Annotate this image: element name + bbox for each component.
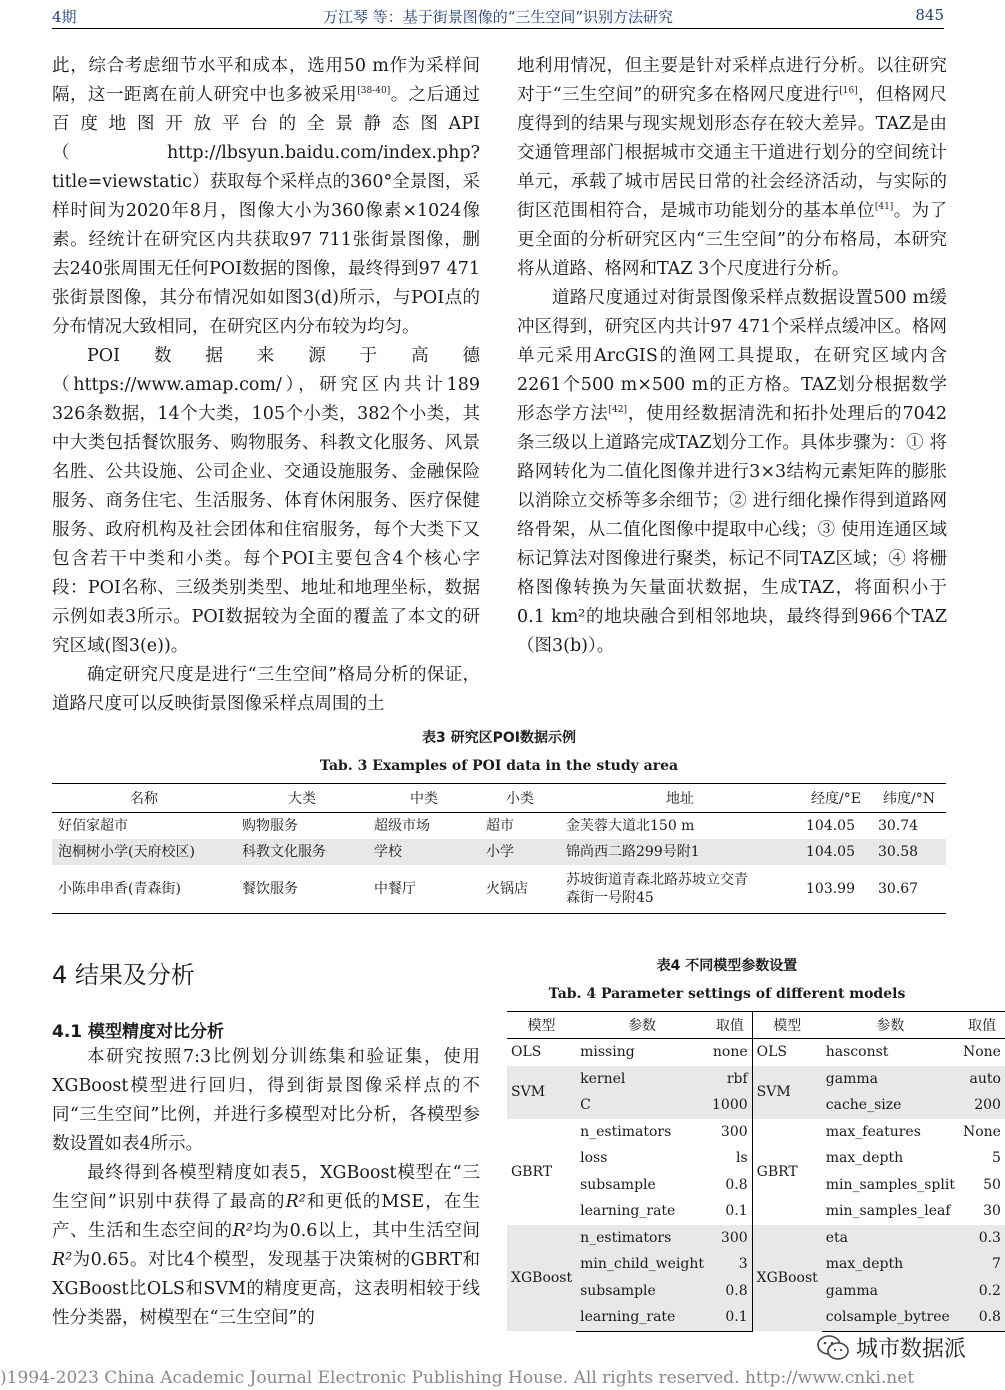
table-row: OLS missing none OLS hasconst None <box>507 1039 1005 1066</box>
table-header-cell: 取值 <box>959 1012 1005 1039</box>
table3 <box>52 783 946 914</box>
table-header-cell: 大类 <box>236 784 368 813</box>
paragraph: 确定研究尺度是进行“三生空间”格局分析的保证，道路尺度可以反映街景图像采样点周围的土 <box>52 665 480 714</box>
table-row: 小陈串串香(青森街) 餐饮服务 中餐厅 火锅店 苏坡街道青森北路苏坡立交青森街一号附45 103.99 30.67 <box>52 865 946 914</box>
table-header-cell: 小类 <box>480 784 560 813</box>
table4 <box>507 1011 1005 1332</box>
table-row: 泡桐树小学(天府校区) 科教文化服务 学校 小学 锦尚西二路299号附1 104.05 30.58 <box>52 839 946 865</box>
paragraph: 道路尺度通过对街景图像采样点数据设置500 m缓冲区得到，研究区内共计97 471个采样点缓冲区。格网单元采用ArcGIS的渔网工具提取，在研究区域内含2261个500 m×500 m的正方格。TAZ划分根据数学形态学方法[42]，使用经数据清洗和拓扑处理后的7042条三级以上道路完成TAZ划分工作。具体步骤为：① 将路网转化为二值化图像并进行3×3结构元素矩阵的膨胀以消除立交桥等多余细节；② 进行细化操作得到道路网络骨架，从二值化图像中提取中心线；③ 使用连通区域标记算法对图像进行聚类，标记不同TAZ区域；④ 将栅格图像转换为矢量面状数据，生成TAZ，将面积小于0.1 km²的地块融合到相邻地块，最终得到966个TAZ（图3(b)）。 <box>517 288 947 656</box>
table-header-cell: 名称 <box>52 784 236 813</box>
table-row: SVM kernel rbf SVM gamma auto <box>507 1066 1005 1093</box>
page-number: 845 <box>915 6 944 24</box>
table-header-cell: 取值 <box>708 1012 752 1039</box>
paragraph: POI数据来源于高德（https://www.amap.com/），研究区内共计189 326条数据，14个大类，105个小类，382个小类，其中大类包括餐饮服务、购物服务、科教文化服务、风景名胜、公共设施、公司企业、交通设施服务、金融保险服务、商务住宅、生活服务、体育休闲服务、医疗保健服务、政府机构及社会团体和住宿服务，每个大类下又包含若干中类和小类。每个POI主要包含4个核心字段：POI名称、三级类别类型、地址和地理坐标，数据示例如表3所示。POI数据较为全面的覆盖了本文的研究区域(图3(e))。 <box>52 346 480 656</box>
table-row: min_child_weight 3 max_depth 7 <box>507 1251 1005 1278</box>
table-header-cell: 中类 <box>368 784 480 813</box>
issue-number: 4期 <box>52 8 77 26</box>
right-column-top <box>517 52 947 661</box>
table-row: loss ls max_depth 5 <box>507 1145 1005 1172</box>
table-row: subsample 0.8 gamma 0.2 <box>507 1278 1005 1305</box>
table-row: C 1000 cache_size 200 <box>507 1092 1005 1119</box>
table-row: XGBoost n_estimators 300 XGBoost eta 0.3 <box>507 1225 1005 1252</box>
paragraph: 本研究按照7:3比例划分训练集和验证集，使用XGBoost模型进行回归，得到街景图像采样点的不同“三生空间”比例，并进行多模型对比分析，各模型参数设置如表4所示。 <box>52 1047 480 1154</box>
paragraph: 此，综合考虑细节水平和成本，选用50 m作为采样间隔，这一距离在前人研究中也多被采用[38-40]。之后通过百度地图开放平台的全景静态图API（http://lbsyun.baidu.com/index.php?title=viewstatic）获取每个采样点的360°全景图，采样时间为2020年8月，图像大小为360像素×1024像素。经统计在研究区内共获取97 711张街景图像，删去240张周围无任何POI数据的图像，最终得到97 471张街景图像，其分布情况如如图3(d)所示，与POI点的分布情况大致相同，在研究区内分布较为均匀。 <box>52 56 481 337</box>
table-header-cell: 经度/°E <box>800 784 872 813</box>
left-column-bottom <box>52 1043 480 1333</box>
table-header-cell: 参数 <box>822 1012 959 1039</box>
table-header-cell: 参数 <box>576 1012 708 1039</box>
table-row: 好佰家超市 购物服务 超级市场 超市 金芙蓉大道北150 m 104.05 30.74 <box>52 813 946 840</box>
paragraph: 地利用情况，但主要是针对采样点进行分析。以往研究对于“三生空间”的研究多在格网尺度进行[16]，但格网尺度得到的结果与现实规划形态存在较大差异。TAZ是由交通管理部门根据城市交通主干道进行划分的空间统计单元，承载了城市居民日常的社会经济活动，与实际的街区范围相符合，是城市功能划分的基本单位[41]。为了更全面的分析研究区内“三生空间”的分布格局，本研究将从道路、格网和TAZ 3个尺度进行分析。 <box>517 56 948 279</box>
table-row: learning_rate 0.1 min_samples_leaf 30 <box>507 1198 1005 1225</box>
citation: [16] <box>839 86 858 97</box>
running-header <box>52 2 944 29</box>
citation: [42] <box>608 405 628 416</box>
paragraph: 最终得到各模型精度如表5，XGBoost模型在“三生空间”识别中获得了最高的R²和更低的MSE，在生产、生活和生态空间的R²均为0.6以上，其中生活空间R²为0.65。对比4个模型，发现基于决策树的GBRT和XGBoost比OLS和SVM的精度更高，这表明相较于线性分类器，树模型在“三生空间”的 <box>52 1163 480 1328</box>
table-header-cell: 地址 <box>560 784 800 813</box>
table-row: GBRT n_estimators 300 GBRT max_features None <box>507 1119 1005 1146</box>
table-header-cell: 模型 <box>507 1012 576 1039</box>
running-title: 万江琴 等：基于街景图像的“三生空间”识别方法研究 <box>322 8 674 26</box>
citation: [38-40] <box>357 86 391 97</box>
watermark: 城市数据派 <box>816 1332 966 1363</box>
table3-caption: 表3 研究区POI数据示例 Tab. 3 Examples of POI data in the study area <box>319 730 679 774</box>
table-header-cell: 纬度/°N <box>872 784 946 813</box>
table-header-cell: 模型 <box>752 1012 822 1039</box>
table4-caption: 表4 不同模型参数设置 Tab. 4 Parameter settings of different models <box>548 958 906 1002</box>
table-row: learning_rate 0.1 colsample_bytree 0.8 <box>507 1304 1005 1331</box>
citation: [41] <box>874 202 894 213</box>
left-column-top <box>52 52 480 719</box>
section-heading: 4 结果及分析 <box>52 961 195 989</box>
table-row: subsample 0.8 min_samples_split 50 <box>507 1172 1005 1199</box>
subsection-heading: 4.1 模型精度对比分析 <box>52 1022 225 1042</box>
copyright-footer: )1994-2023 China Academic Journal Electronic Publishing House. All rights reserved. http://www.cnki.net <box>0 1368 915 1388</box>
wechat-icon <box>816 1334 850 1362</box>
